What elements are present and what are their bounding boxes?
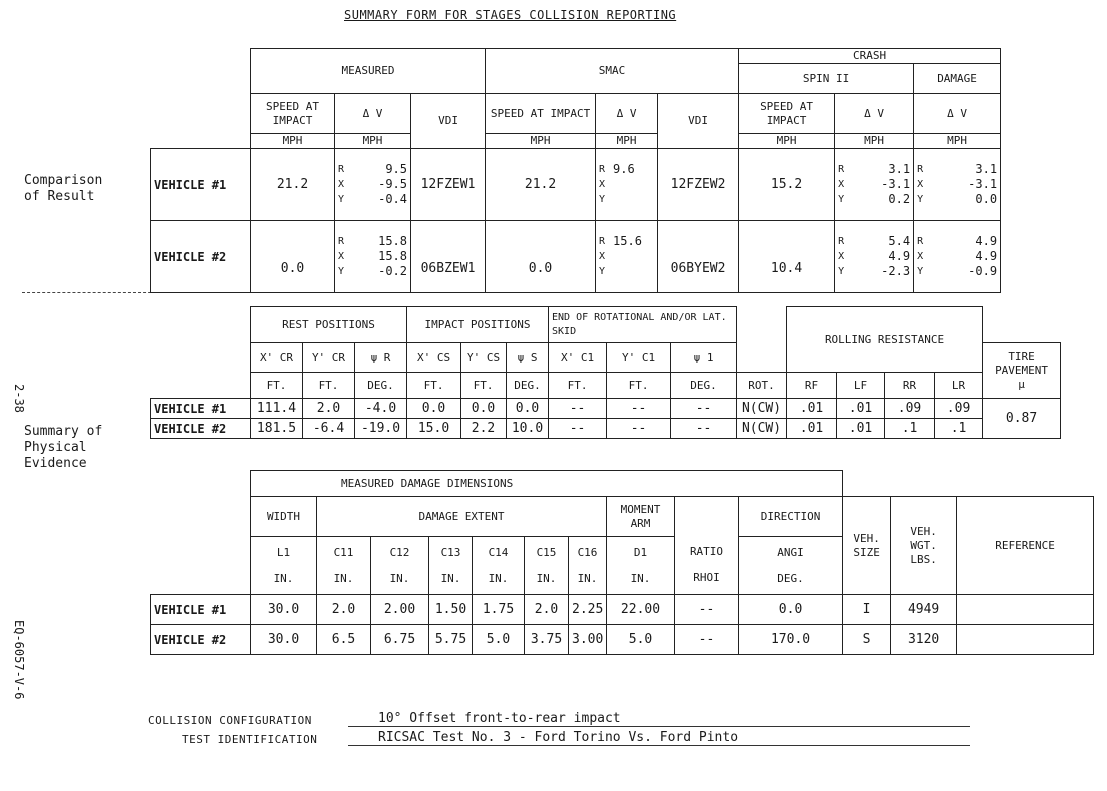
measured-vdi: 06BZEW1 xyxy=(411,221,486,293)
spin-header: SPIN II xyxy=(739,64,914,94)
rot-value: N(CW) xyxy=(737,419,787,439)
damage-extent-header: DAMAGE EXTENT xyxy=(317,497,607,537)
xcr-value: 181.5 xyxy=(251,419,303,439)
rf-value: .01 xyxy=(787,399,837,419)
veh-size-header: VEH. SIZE xyxy=(843,497,891,595)
reference-value xyxy=(957,625,1094,655)
rolling-resistance-header: ROLLING RESISTANCE xyxy=(787,307,983,373)
end-rotational-header: END OF ROTATIONAL AND/OR LAT. SKID xyxy=(549,307,737,343)
veh-wgt-value: 3120 xyxy=(891,625,957,655)
vehicle-2-label: VEHICLE #2 xyxy=(151,419,251,439)
rr-value: .1 xyxy=(885,419,935,439)
physical-evidence-table xyxy=(150,306,1061,439)
psir-value: -4.0 xyxy=(355,399,407,419)
vehicle-1-label: VEHICLE #1 xyxy=(151,399,251,419)
moment-arm-header: MOMENT ARM xyxy=(607,497,675,537)
veh-wgt-header: VEH. WGT. LBS. xyxy=(891,497,957,595)
lr-value: .1 xyxy=(935,419,983,439)
psir-header: ψ R xyxy=(355,343,407,373)
lf-header: LF xyxy=(837,373,885,399)
c11-value: 2.0 xyxy=(317,595,371,625)
unit-deg: DEG. xyxy=(671,373,737,399)
measured-dv-header: Δ V xyxy=(335,94,411,134)
c12-value: 6.75 xyxy=(371,625,429,655)
comparison-label: Comparison of Result xyxy=(24,173,103,204)
unit-ft: FT. xyxy=(407,373,461,399)
xcs-value: 15.0 xyxy=(407,419,461,439)
measured-delta-v: R 9.5 X -9.5 Y -0.4 xyxy=(335,149,411,221)
reference-header: REFERENCE xyxy=(957,497,1094,595)
smac-speed: 0.0 xyxy=(486,221,596,293)
c11-value: 6.5 xyxy=(317,625,371,655)
reference-value xyxy=(957,595,1094,625)
spin-dv-header: Δ V xyxy=(835,94,914,134)
c12-value: 2.00 xyxy=(371,595,429,625)
ycr-value: -6.4 xyxy=(303,419,355,439)
lr-header: LR xyxy=(935,373,983,399)
rr-header: RR xyxy=(885,373,935,399)
spin-speed: 15.2 xyxy=(739,149,835,221)
smac-vdi: 06BYEW2 xyxy=(658,221,739,293)
ratio-header: RATIO RHOI xyxy=(675,537,739,595)
vehicle-2-label: VEHICLE #2 xyxy=(151,221,251,293)
width-header: WIDTH xyxy=(251,497,317,537)
rot-value: N(CW) xyxy=(737,399,787,419)
unit-mph: MPH xyxy=(335,134,411,149)
unit-ft: FT. xyxy=(251,373,303,399)
smac-delta-v: R 9.6 X Y xyxy=(596,149,658,221)
l1-header: L1 IN. xyxy=(251,537,317,595)
collision-configuration-label: COLLISION CONFIGURATION xyxy=(148,714,312,727)
table-row xyxy=(151,595,1094,625)
psi1-header: ψ 1 xyxy=(671,343,737,373)
table-row xyxy=(151,419,1061,439)
page-number: 2-38 xyxy=(12,384,26,413)
xc1-value: -- xyxy=(549,399,607,419)
summary-label: Summary of Physical Evidence xyxy=(24,424,103,471)
unit-mph: MPH xyxy=(835,134,914,149)
smac-header: SMAC xyxy=(486,49,739,94)
rf-header: RF xyxy=(787,373,837,399)
measured-speed: 0.0 xyxy=(251,221,335,293)
table-row xyxy=(151,625,1094,655)
xc1-value: -- xyxy=(549,419,607,439)
smac-speed-header: SPEED AT IMPACT xyxy=(486,94,596,134)
unit-deg: DEG. xyxy=(507,373,549,399)
veh-wgt-value: 4949 xyxy=(891,595,957,625)
c15-value: 3.75 xyxy=(525,625,569,655)
lf-value: .01 xyxy=(837,399,885,419)
ycs-header: Y' CS xyxy=(461,343,507,373)
unit-mph: MPH xyxy=(486,134,596,149)
c16-value: 3.00 xyxy=(569,625,607,655)
c11-header: C11 IN. xyxy=(317,537,371,595)
d1-value: 22.00 xyxy=(607,595,675,625)
vehicle-1-label: VEHICLE #1 xyxy=(151,149,251,221)
table-row xyxy=(151,149,1001,221)
d1-value: 5.0 xyxy=(607,625,675,655)
psi1-value: -- xyxy=(671,399,737,419)
damage-header: DAMAGE xyxy=(914,64,1001,94)
xcr-value: 111.4 xyxy=(251,399,303,419)
xc1-header: X' C1 xyxy=(549,343,607,373)
measured-delta-v: R 15.8 X 15.8 Y -0.2 xyxy=(335,221,411,293)
vehicle-2-label: VEHICLE #2 xyxy=(151,625,251,655)
unit-ft: FT. xyxy=(549,373,607,399)
measured-speed: 21.2 xyxy=(251,149,335,221)
unit-mph: MPH xyxy=(596,134,658,149)
damage-dimensions-title: MEASURED DAMAGE DIMENSIONS xyxy=(251,471,843,497)
comparison-table xyxy=(150,48,1001,293)
measured-vdi: 12FZEW1 xyxy=(411,149,486,221)
c14-header: C14 IN. xyxy=(473,537,525,595)
xcr-header: X' CR xyxy=(251,343,303,373)
unit-mph: MPH xyxy=(251,134,335,149)
c16-value: 2.25 xyxy=(569,595,607,625)
xcs-value: 0.0 xyxy=(407,399,461,419)
form-title: SUMMARY FORM FOR STAGES COLLISION REPORTING xyxy=(344,8,677,22)
collision-configuration-value: 10° Offset front-to-rear impact xyxy=(348,711,970,727)
xcs-header: X' CS xyxy=(407,343,461,373)
spin-speed: 10.4 xyxy=(739,221,835,293)
unit-ft: FT. xyxy=(461,373,507,399)
measured-header: MEASURED xyxy=(251,49,486,94)
smac-speed: 21.2 xyxy=(486,149,596,221)
ycs-value: 0.0 xyxy=(461,399,507,419)
veh-size-value: I xyxy=(843,595,891,625)
c13-value: 5.75 xyxy=(429,625,473,655)
damage-dimensions-table xyxy=(150,470,1094,655)
impact-positions-header: IMPACT POSITIONS xyxy=(407,307,549,343)
document-number: EQ-6057-V-6 xyxy=(12,620,26,700)
spin-delta-v: R 3.1 X -3.1 Y 0.2 xyxy=(835,149,914,221)
vehicle-1-label: VEHICLE #1 xyxy=(151,595,251,625)
c13-header: C13 IN. xyxy=(429,537,473,595)
psi1-value: -- xyxy=(671,419,737,439)
yc1-header: Y' C1 xyxy=(607,343,671,373)
c12-header: C12 IN. xyxy=(371,537,429,595)
tire-pavement-value: 0.87 xyxy=(983,399,1061,439)
direction-header: DIRECTION xyxy=(739,497,843,537)
rot-header: ROT. xyxy=(737,373,787,399)
unit-mph: MPH xyxy=(739,134,835,149)
spin-delta-v: R 5.4 X 4.9 Y -2.3 xyxy=(835,221,914,293)
damage-delta-v: R 4.9 X 4.9 Y -0.9 xyxy=(914,221,1001,293)
smac-delta-v: R 15.6 X Y xyxy=(596,221,658,293)
rest-positions-header: REST POSITIONS xyxy=(251,307,407,343)
angle-header: ANGI DEG. xyxy=(739,537,843,595)
lr-value: .09 xyxy=(935,399,983,419)
unit-ft: FT. xyxy=(607,373,671,399)
l1-value: 30.0 xyxy=(251,625,317,655)
ycs-value: 2.2 xyxy=(461,419,507,439)
psis-header: ψ S xyxy=(507,343,549,373)
yc1-value: -- xyxy=(607,399,671,419)
c14-value: 5.0 xyxy=(473,625,525,655)
tire-pavement-header: TIRE PAVEMENT μ xyxy=(983,343,1061,399)
yc1-value: -- xyxy=(607,419,671,439)
table-row xyxy=(151,221,1001,293)
ratio-value: -- xyxy=(675,595,739,625)
psis-value: 10.0 xyxy=(507,419,549,439)
rf-value: .01 xyxy=(787,419,837,439)
l1-value: 30.0 xyxy=(251,595,317,625)
c14-value: 1.75 xyxy=(473,595,525,625)
ycr-value: 2.0 xyxy=(303,399,355,419)
angle-value: 170.0 xyxy=(739,625,843,655)
d1-header: D1 IN. xyxy=(607,537,675,595)
rr-value: .09 xyxy=(885,399,935,419)
c15-header: C15 IN. xyxy=(525,537,569,595)
measured-speed-header: SPEED AT IMPACT xyxy=(251,94,335,134)
smac-vdi-header: VDI xyxy=(658,94,739,149)
unit-mph: MPH xyxy=(914,134,1001,149)
crash-header: CRASH xyxy=(739,49,1001,64)
test-identification-label: TEST IDENTIFICATION xyxy=(182,733,318,746)
psir-value: -19.0 xyxy=(355,419,407,439)
lf-value: .01 xyxy=(837,419,885,439)
table-row xyxy=(151,399,1061,419)
c16-header: C16 IN. xyxy=(569,537,607,595)
veh-size-value: S xyxy=(843,625,891,655)
unit-ft: FT. xyxy=(303,373,355,399)
damage-delta-v: R 3.1 X -3.1 Y 0.0 xyxy=(914,149,1001,221)
c13-value: 1.50 xyxy=(429,595,473,625)
measured-vdi-header: VDI xyxy=(411,94,486,149)
test-identification-value: RICSAC Test No. 3 - Ford Torino Vs. Ford Pinto xyxy=(348,730,970,746)
ratio-value: -- xyxy=(675,625,739,655)
smac-vdi: 12FZEW2 xyxy=(658,149,739,221)
angle-value: 0.0 xyxy=(739,595,843,625)
ycr-header: Y' CR xyxy=(303,343,355,373)
c15-value: 2.0 xyxy=(525,595,569,625)
psis-value: 0.0 xyxy=(507,399,549,419)
unit-deg: DEG. xyxy=(355,373,407,399)
spin-speed-header: SPEED AT IMPACT xyxy=(739,94,835,134)
smac-dv-header: Δ V xyxy=(596,94,658,134)
damage-dv-header: Δ V xyxy=(914,94,1001,134)
